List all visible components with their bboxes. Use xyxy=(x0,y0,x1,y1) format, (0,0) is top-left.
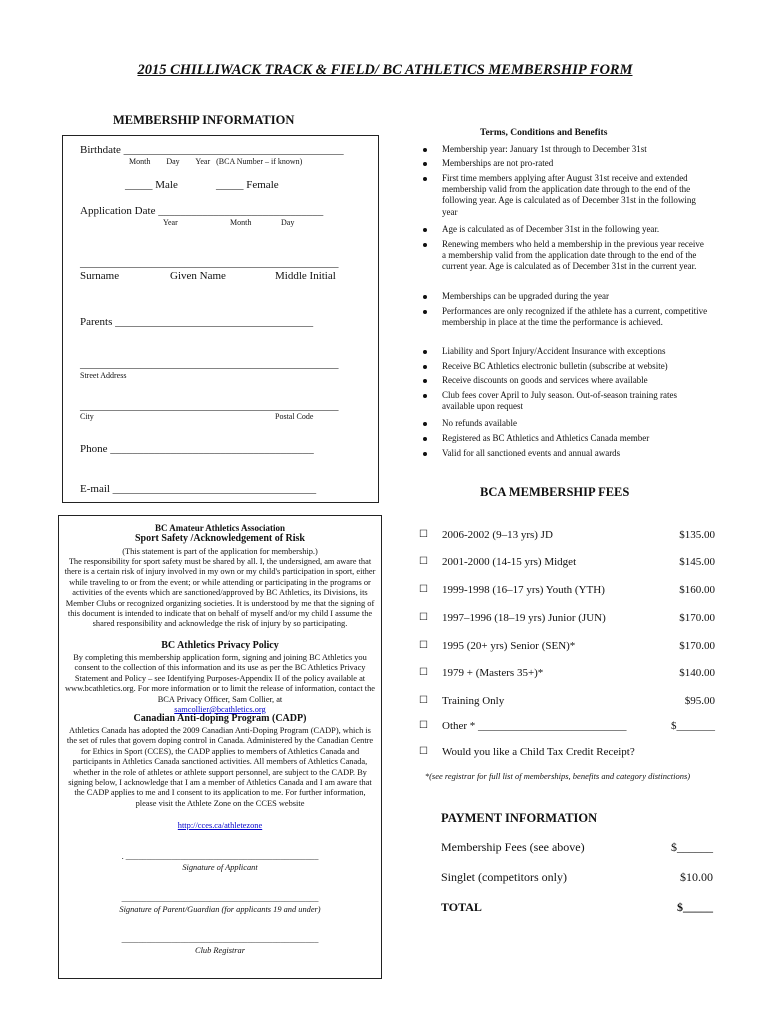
fee-row[interactable] xyxy=(419,640,715,654)
payment-name: Singlet (competitors only) xyxy=(441,870,567,884)
cadp-heading: Canadian Anti-doping Program (CADP) xyxy=(133,713,307,724)
fee-price: $95.00 xyxy=(684,695,715,707)
privacy-heading: BC Athletics Privacy Policy xyxy=(161,640,279,651)
registrar-signature-label: Club Registrar xyxy=(194,946,246,955)
terms-item: Receive BC Athletics electronic bulletin (subscribe at website) xyxy=(442,361,710,372)
fee-price: $170.00 xyxy=(679,612,715,624)
membership-info-box xyxy=(62,135,379,503)
fee-price: $145.00 xyxy=(679,556,715,568)
fee-row[interactable] xyxy=(419,529,715,543)
terms-item: Memberships are not pro-rated xyxy=(442,158,710,169)
registrar-signature-line[interactable]: _______________________________________________ xyxy=(121,935,319,944)
fee-row[interactable] xyxy=(419,695,715,709)
waiver-intro: (This statement is part of the application for membership.) xyxy=(122,547,318,556)
payment-row[interactable] xyxy=(441,900,713,915)
phone-field[interactable]: Phone _____________________________________ xyxy=(80,443,314,455)
membership-info-heading: MEMBERSHIP INFORMATION xyxy=(113,113,295,127)
payment-amount: $_____ xyxy=(677,900,713,914)
applicant-signature-label: Signature of Applicant xyxy=(182,863,258,872)
fee-price: $135.00 xyxy=(679,529,715,541)
given-name-label: Given Name xyxy=(170,270,226,282)
app-date-year-label: Year xyxy=(163,218,178,227)
fee-row[interactable] xyxy=(419,556,715,570)
terms-item: Memberships can be upgraded during the year xyxy=(442,291,710,302)
fee-name: 2006-2002 (9–13 yrs) JD xyxy=(442,529,553,541)
birthdate-field[interactable]: Birthdate ________________________________________ xyxy=(80,144,344,156)
payment-row[interactable] xyxy=(441,870,713,885)
checkbox[interactable]: ☐ xyxy=(419,640,428,651)
city-label: City xyxy=(80,412,94,421)
privacy-email-link[interactable]: samcollier@bcathletics.org xyxy=(174,705,266,714)
payment-amount: $10.00 xyxy=(680,870,713,884)
fee-name: 1995 (20+ yrs) Senior (SEN)* xyxy=(442,640,576,652)
middle-initial-label: Middle Initial xyxy=(275,270,336,282)
fee-name: 1979 + (Masters 35+)* xyxy=(442,667,544,679)
payment-heading: PAYMENT INFORMATION xyxy=(441,811,598,825)
app-date-month-label: Month xyxy=(230,218,252,227)
applicant-signature-line[interactable]: . ______________________________________________ xyxy=(121,852,319,861)
waiver-body: The responsibility for sport safety must be shared by all. I, the undersigned, am aware that there is a certain risk of injury involved in my own or my child's participation in sport, either while traveling to or from the event; or while attending or participating in the programs or activities of the events which are sanctioned/approved by BC Athletics, its Divisions, its Member Clubs or recognized organizing societies. It is understood by me that the signing of this document is intended to indicate that on behalf of myself and/or my child I assume the shared responsibility and acknowledge the risk of injury by so participating. xyxy=(64,557,376,629)
postal-code-label: Postal Code xyxy=(275,412,314,421)
fee-name: Training Only xyxy=(442,695,505,707)
terms-item: Receive discounts on goods and services where available xyxy=(442,375,710,386)
cadp-body: Athletics Canada has adopted the 2009 Canadian Anti-Doping Program (CADP), which is the set of rules that govern doping control in Canada. Administered by the Canadian Centre for Ethics in Sport (CCES), the CADP applies to members of Athletics Canada and participants in Athletics Canada sanctioned activities. All members of Athletics Canada, whether in the role of athletes or athlete support personnel, are subject to the CADP. By signing below, I acknowledge that I am a member of Athletics Canada and I am aware that the CADP applies to me and I consent to its application to me. For further information, please visit the Athlete Zone on the CCES website xyxy=(66,726,374,808)
fee-price: $140.00 xyxy=(679,667,715,679)
fee-row[interactable] xyxy=(419,746,715,760)
waiver-box xyxy=(58,515,382,979)
parents-field[interactable]: Parents ____________________________________ xyxy=(80,316,314,328)
fee-price: $170.00 xyxy=(679,640,715,652)
fee-name: Would you like a Child Tax Credit Receipt? xyxy=(442,746,635,758)
female-field[interactable]: _____ Female xyxy=(216,179,279,191)
terms-item: Performances are only recognized if the athlete has a current, competitive membership in place at the time the performance is achieved. xyxy=(442,306,710,328)
terms-item: First time members applying after August 31st receive and extended membership valid from the application date through to the end of the following year. Age is calculated as of December 31st in the following year xyxy=(442,173,710,218)
terms-item: Club fees cover April to July season. Out-of-season training rates available upon request xyxy=(442,390,710,412)
fee-price: $_______ xyxy=(671,720,715,732)
form-title: 2015 CHILLIWACK TRACK & FIELD/ BC ATHLETICS MEMBERSHIP FORM xyxy=(137,62,633,78)
surname-label: Surname xyxy=(80,270,120,282)
street-field-line[interactable]: _______________________________________________ xyxy=(80,358,339,370)
cces-link[interactable]: http://cces.ca/athletezone xyxy=(177,821,263,830)
fee-name: Other * ___________________________ xyxy=(442,720,627,732)
fees-note: *(see registrar for full list of memberships, benefits and category distinctions) xyxy=(424,771,691,781)
checkbox[interactable]: ☐ xyxy=(419,556,428,567)
waiver-org: BC Amateur Athletics Association xyxy=(154,523,286,533)
fee-row[interactable] xyxy=(419,720,715,734)
fees-heading: BCA MEMBERSHIP FEES xyxy=(480,485,630,499)
parent-signature-line[interactable]: _______________________________________________ xyxy=(121,894,319,903)
terms-item: Liability and Sport Injury/Accident Insurance with exceptions xyxy=(442,346,710,357)
parent-signature-label: Signature of Parent/Guardian (for applicants 19 and under) xyxy=(119,905,321,914)
payment-row[interactable] xyxy=(441,840,713,855)
fee-name: 2001-2000 (14-15 yrs) Midget xyxy=(442,556,577,568)
name-field-line[interactable]: _______________________________________________ xyxy=(80,257,339,269)
waiver-heading: Sport Safety /Acknowledgement of Risk xyxy=(135,533,305,544)
terms-item: Renewing members who held a membership in the previous year receive a membership valid from the application date through to the end of the current year. Age is calculated as of December 31st in the current year. xyxy=(442,239,710,273)
birthdate-sublabel: Month Day Year (BCA Number – if known) xyxy=(129,157,303,166)
email-field[interactable]: E-mail _____________________________________ xyxy=(80,483,317,495)
fee-row[interactable] xyxy=(419,612,715,626)
terms-item: Age is calculated as of December 31st in the following year. xyxy=(442,224,710,235)
terms-item: No refunds available xyxy=(442,418,710,429)
fee-name: 1999-1998 (16–17 yrs) Youth (YTH) xyxy=(442,584,605,596)
checkbox[interactable]: ☐ xyxy=(419,584,428,595)
male-field[interactable]: _____ Male xyxy=(125,179,178,191)
payment-amount: $______ xyxy=(671,840,713,854)
application-date-field[interactable]: Application Date ______________________________ xyxy=(80,205,324,217)
checkbox[interactable]: ☐ xyxy=(419,746,428,757)
payment-name: TOTAL xyxy=(441,900,482,914)
terms-item: Registered as BC Athletics and Athletics Canada member xyxy=(442,433,710,444)
payment-name: Membership Fees (see above) xyxy=(441,840,585,854)
checkbox[interactable]: ☐ xyxy=(419,529,428,540)
city-field-line[interactable]: _______________________________________________ xyxy=(80,400,339,412)
checkbox[interactable]: ☐ xyxy=(419,612,428,623)
fee-name: 1997–1996 (18–19 yrs) Junior (JUN) xyxy=(442,612,606,624)
terms-item: Valid for all sanctioned events and annual awards xyxy=(442,448,710,459)
terms-heading: Terms, Conditions and Benefits xyxy=(480,128,608,138)
fee-row[interactable] xyxy=(419,584,715,598)
checkbox[interactable]: ☐ xyxy=(419,667,428,678)
terms-item: Membership year: January 1st through to December 31st xyxy=(442,144,710,155)
app-date-day-label: Day xyxy=(281,218,295,227)
street-label: Street Address xyxy=(80,371,127,380)
fee-price: $160.00 xyxy=(679,584,715,596)
checkbox[interactable]: ☐ xyxy=(419,720,428,731)
privacy-body: By completing this membership application form, signing and joining BC Athletics you consent to the collection of this information and its use as per the BC Athletics Privacy Statement and Policy – see Identifying Purposes-Appendix II of the policy available at www.bcathletics.org. For more information or to limit the release of information, contact the BCA Privacy Officer, Sam Collier, at xyxy=(64,653,376,704)
checkbox[interactable]: ☐ xyxy=(419,695,428,706)
fee-row[interactable] xyxy=(419,667,715,681)
